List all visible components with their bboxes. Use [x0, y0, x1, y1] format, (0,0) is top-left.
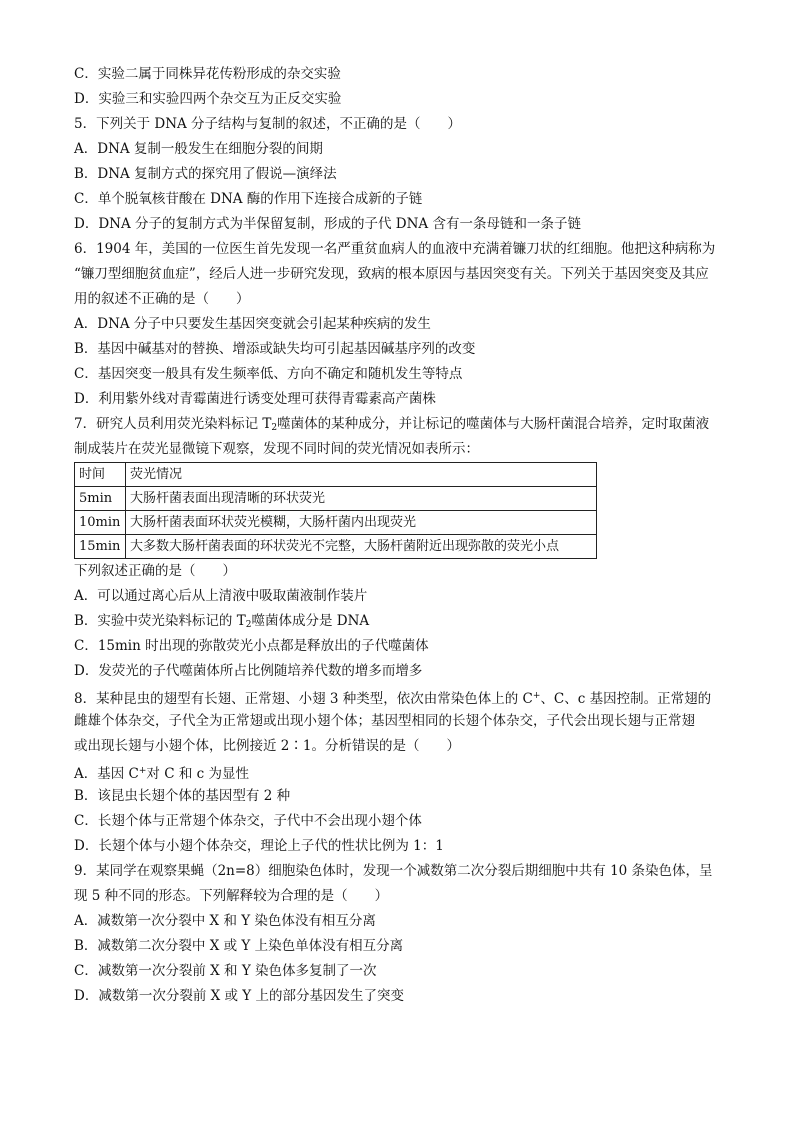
q8-stem-line-1-post: 、C、c 基因控制。正常翅的	[540, 691, 712, 707]
q6-stem-line-1: 6．1904 年，美国的一位医生首先发现一名严重贫血病人的血液中充满着镰刀状的红细胞。他把这种病称为	[74, 241, 716, 257]
table-cell-fluorescence: 大多数大肠杆菌表面的环状荧光不完整，大肠杆菌附近出现弥散的荧光小点	[126, 535, 597, 559]
q8-stem-line-3: 或出现长翅与小翅个体，比例接近 2∶1。分析错误的是（ ）	[74, 738, 460, 754]
q4-option-d: D．实验三和实验四两个杂交互为正反交实验	[74, 91, 342, 107]
q7-stem-line-1-pre: 7．研究人员利用荧光染料标记 T	[74, 416, 272, 432]
q7-stem-line-2: 制成装片在荧光显微镜下观察，发现不同时间的荧光情况如表所示：	[74, 441, 479, 457]
fluorescence-table	[74, 462, 597, 559]
q9-option-c: C．减数第一次分裂前 X 和 Y 染色体多复制了一次	[74, 963, 377, 979]
table-row	[75, 535, 597, 559]
q8-superscript: +	[532, 691, 541, 701]
q8-option-a-superscript: +	[138, 766, 147, 776]
table-header-time: 时间	[75, 463, 126, 487]
q9-option-d: D．减数第一次分裂前 X 或 Y 上的部分基因发生了突变	[74, 988, 405, 1004]
table-row	[75, 511, 597, 535]
q7-stem-line-1-post: 噬菌体的某种成分，并让标记的噬菌体与大肠杆菌混合培养，定时取菌液	[277, 416, 710, 432]
q5-option-c: C．单个脱氧核苷酸在 DNA 酶的作用下连接合成新的子链	[74, 191, 423, 207]
q6-option-a: A．DNA 分子中只要发生基因突变就会引起某种疾病的发生	[74, 316, 431, 332]
table-cell-fluorescence: 大肠杆菌表面环状荧光模糊，大肠杆菌内出现荧光	[126, 511, 597, 535]
q7-question: 下列叙述正确的是（ ）	[74, 563, 236, 579]
q7-option-c: C．15min 时出现的弥散荧光小点都是释放出的子代噬菌体	[74, 638, 429, 654]
q8-option-a-pre: A．基因 C	[74, 766, 139, 782]
q7-stem-line-1	[74, 412, 724, 437]
q8-stem-line-1-pre: 8．某种昆虫的翅型有长翅、正常翅、小翅 3 种类型，依次由常染色体上的 C	[74, 691, 533, 707]
q7-option-b-post: 噬菌体成分是 DNA	[251, 613, 370, 629]
table-cell-time: 10min	[75, 511, 126, 535]
q8-stem-line-1	[74, 684, 724, 709]
q6-option-d: D．利用紫外线对青霉菌进行诱变处理可获得青霉素高产菌株	[74, 391, 436, 407]
page-content	[74, 62, 724, 1009]
q8-option-c: C．长翅个体与正常翅个体杂交，子代中不会出现小翅个体	[74, 813, 422, 829]
q5-option-d: D．DNA 分子的复制方式为半保留复制，形成的子代 DNA 含有一条母链和一条子链	[74, 216, 581, 232]
q9-option-a: A．减数第一次分裂中 X 和 Y 染色体没有相互分离	[74, 913, 376, 929]
q7-subscript: 2	[271, 423, 278, 433]
table-cell-time: 15min	[75, 535, 126, 559]
q6-option-b: B．基因中碱基对的替换、增添或缺失均可引起基因碱基序列的改变	[74, 341, 476, 357]
table-row	[75, 487, 597, 511]
q8-option-b: B．该昆虫长翅个体的基因型有 2 种	[74, 788, 291, 804]
table-header-fluorescence: 荧光情况	[126, 463, 597, 487]
q8-stem-line-2: 雌雄个体杂交，子代全为正常翅或出现小翅个体；基因型相同的长翅个体杂交，子代会出现长翅与正常翅	[74, 713, 695, 729]
q8-option-a-post: 对 C 和 c 为显性	[146, 766, 249, 782]
q5-option-b: B．DNA 复制方式的探究用了假说—演绎法	[74, 166, 337, 182]
q8-option-d: D．长翅个体与小翅个体杂交，理论上子代的性状比例为 1：1	[74, 838, 444, 854]
q7-option-b-pre: B．实验中荧光染料标记的 T	[74, 613, 246, 629]
table-cell-fluorescence: 大肠杆菌表面出现清晰的环状荧光	[126, 487, 597, 511]
q7-option-b-subscript: 2	[245, 620, 252, 630]
q7-option-d: D．发荧光的子代噬菌体所占比例随培养代数的增多而增多	[74, 663, 423, 679]
q9-stem-line-2: 现 5 种不同的形态。下列解释较为合理的是（ ）	[74, 888, 389, 904]
q6-stem-line-3: 用的叙述不正确的是（ ）	[74, 291, 250, 307]
q5-option-a: A．DNA 复制一般发生在细胞分裂的间期	[74, 141, 323, 157]
q6-stem-line-2: “镰刀型细胞贫血症”，经后人进一步研究发现，致病的根本原因与基因突变有关。下列关于基因突变及其应	[74, 266, 709, 282]
q7-option-b	[74, 609, 724, 634]
q9-option-b: B．减数第二次分裂中 X 或 Y 上染色单体没有相互分离	[74, 938, 404, 954]
q5-stem: 5．下列关于 DNA 分子结构与复制的叙述，不正确的是（ ）	[74, 116, 462, 132]
q8-option-a	[74, 759, 724, 784]
q6-option-c: C．基因突变一般具有发生频率低、方向不确定和随机发生等特点	[74, 366, 463, 382]
table-header-row	[75, 463, 597, 487]
q9-stem-line-1: 9．某同学在观察果蝇（2n=8）细胞染色体时，发现一个减数第二次分裂后期细胞中共有 10 条染色体，呈	[74, 863, 713, 879]
q7-option-a: A．可以通过离心后从上清液中吸取菌液制作装片	[74, 588, 368, 604]
q4-option-c: C．实验二属于同株异花传粉形成的杂交实验	[74, 66, 341, 82]
table-cell-time: 5min	[75, 487, 126, 511]
